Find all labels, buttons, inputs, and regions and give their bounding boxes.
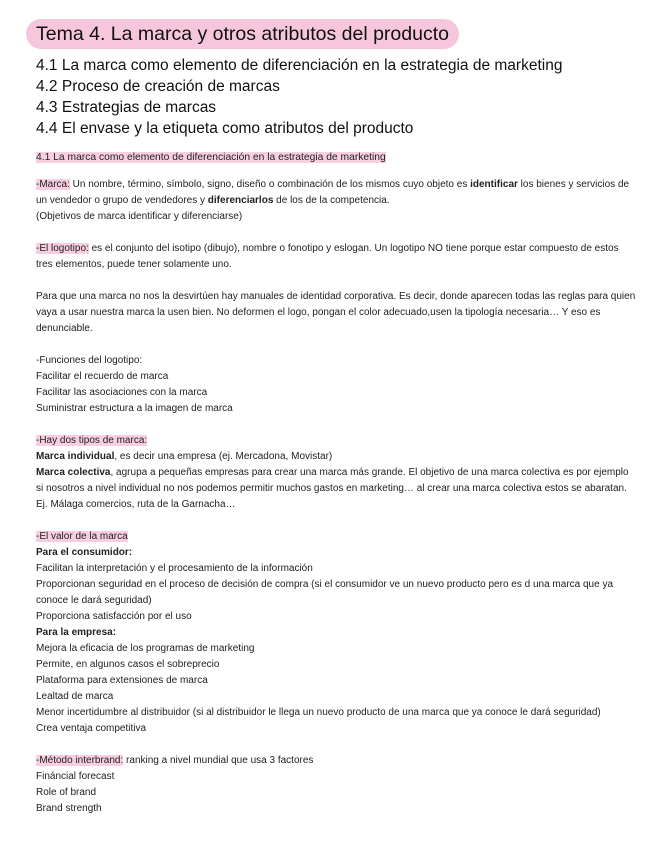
list-item: Proporciona satisfacción por el uso	[36, 611, 192, 622]
list-item: Permite, en algunos casos el sobreprecio	[36, 659, 220, 670]
table-of-contents	[36, 55, 562, 139]
list-item: Role of brand	[36, 787, 97, 798]
term-text: , es decir una empresa (ej. Mercadona, Movistar)	[114, 451, 333, 462]
list-item: Facilitan la interpretación y el procesamiento de la información	[36, 563, 313, 574]
term-text: , agrupa a pequeñas empresas para crear una marca más grande. El objetivo de una marca colectiva es por ejemplo si nosotros a nivel individual no nos podemos permitir muchos gastos en marketing… al crear una marca colectiva estos se abaratan. Ej. Málaga comercios, ruta de la Garnacha…	[36, 467, 629, 510]
logotipo-paragraph	[36, 241, 636, 273]
valor-label: -El valor de la marca	[36, 531, 128, 542]
empresa-heading: Para la empresa:	[36, 627, 117, 638]
marca-bold: diferenciarlos	[207, 195, 274, 206]
marca-bold: identificar	[470, 179, 518, 190]
consumidor-heading: Para el consumidor:	[36, 547, 133, 558]
marca-text: de los de la competencia.	[273, 195, 390, 206]
marca-note: (Objetivos de marca identificar y diferenciarse)	[36, 211, 243, 222]
bold-term: Marca colectiva	[36, 467, 111, 478]
marca-paragraph	[36, 177, 636, 209]
list-item: Brand strength	[36, 803, 102, 814]
logotipo-label: -El logotipo:	[36, 243, 89, 254]
identidad-paragraph: Para que una marca no nos la desvirtúen hay manuales de identidad corporativa. Es decir, donde aparecen todas las reglas para quien vaya a usar nuestra marca la usen bien. No deformen el logo, pongan el color adecuado,usen la tipología necesaria… Y eso es denunciable.	[36, 291, 636, 334]
toc-item: 4.4 El envase y la etiqueta como atributos del producto	[36, 120, 414, 137]
list-item: Facilitar las asociaciones con la marca	[36, 387, 208, 398]
toc-item: 4.1 La marca como elemento de diferenciación en la estrategia de marketing	[36, 57, 563, 74]
list-item: Plataforma para extensiones de marca	[36, 675, 208, 686]
list-item: Facilitar el recuerdo de marca	[36, 371, 169, 382]
toc-item: 4.3 Estrategias de marcas	[36, 99, 217, 116]
interbrand-label: -Método interbrand:	[36, 755, 124, 766]
list-item: Suministrar estructura a la imagen de marca	[36, 403, 233, 414]
toc-item: 4.2 Proceso de creación de marcas	[36, 78, 280, 95]
marca-individual	[36, 449, 636, 465]
list-item: Mejora la eficacia de los programas de marketing	[36, 643, 255, 654]
interbrand-text: ranking a nivel mundial que usa 3 factores	[123, 755, 314, 766]
page-title: Tema 4. La marca y otros atributos del producto	[26, 19, 459, 49]
marca-text: Un nombre, término, símbolo, signo, diseño o combinación de los mismos cuyo objeto es	[69, 179, 471, 190]
section-heading: 4.1 La marca como elemento de diferenciación en la estrategia de marketing	[36, 152, 386, 163]
list-item: Crea ventaja competitiva	[36, 723, 147, 734]
bold-term: Marca individual	[36, 451, 115, 462]
list-item: Menor incertidumbre al distribuidor (si al distribuidor le llega un nuevo producto de una marca que ya conoce le dará seguridad)	[36, 707, 601, 718]
list-item: Proporcionan seguridad en el proceso de decisión de compra (si el consumidor ve un nuevo producto pero es d una marca que ya conoce le dará seguridad)	[36, 579, 614, 606]
funciones-heading: -Funciones del logotipo:	[36, 355, 143, 366]
marca-colectiva	[36, 465, 636, 513]
document-body	[36, 150, 636, 817]
logotipo-text: es el conjunto del isotipo (dibujo), nombre o fonotipo y eslogan. Un logotipo NO tiene porque estar compuesto de estos tres elementos, puede tener solamente uno.	[36, 243, 619, 270]
list-item: Lealtad de marca	[36, 691, 114, 702]
tipos-label: -Hay dos tipos de marca:	[36, 435, 148, 446]
interbrand-paragraph	[36, 753, 636, 769]
list-item: Fináncial forecast	[36, 771, 115, 782]
marca-text: los bienes y servicios de un vendedor o grupo de vendedores y	[36, 179, 630, 206]
marca-label: -Marca:	[36, 179, 70, 190]
